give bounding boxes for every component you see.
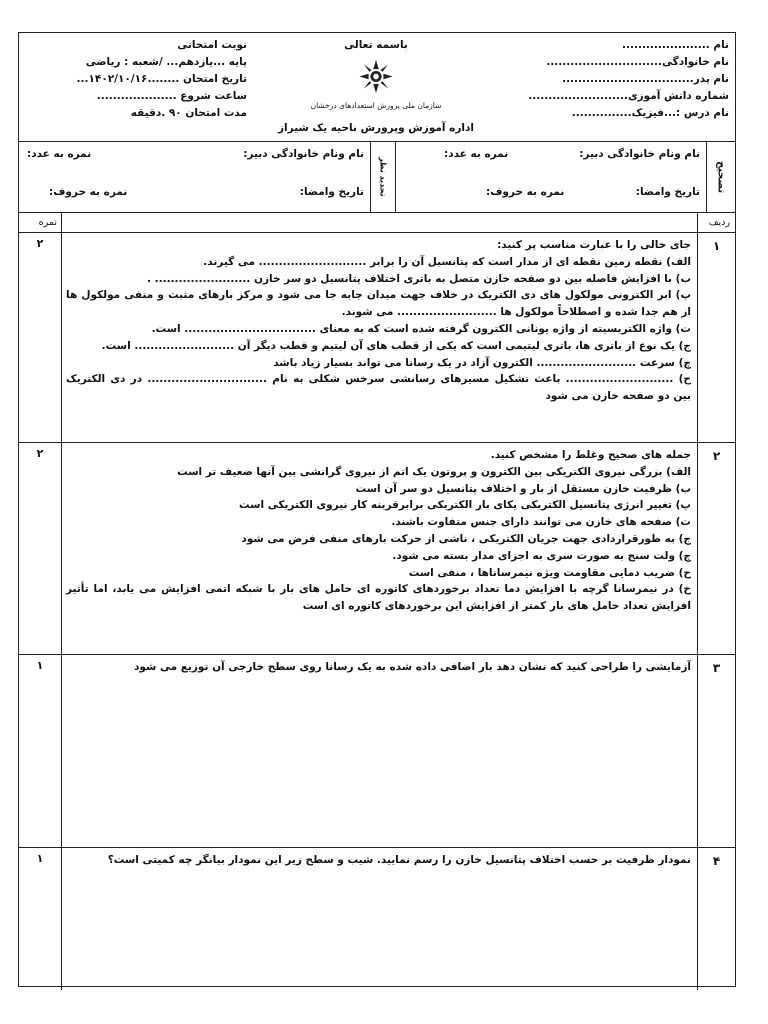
question-number: ۳: [697, 655, 735, 847]
grading-section: [19, 142, 735, 213]
start-time: ساعت شروع ....................: [96, 90, 247, 102]
student-number: شماره دانش آموزی.........................: [528, 90, 729, 102]
score-digits-label: نمره به عدد:: [444, 148, 509, 160]
question-line: پ) ابر الکترونی مولکول های دی الکتریک در خلاف جهت میدان جابه جا می شود و مرکز بارهای مثبت و منفی مولکول ها از هم جدا شده و اصطلاحاً مولکول ها ......................... می شوند.: [66, 289, 691, 319]
question-score: ۲: [36, 447, 44, 460]
question-number: ۲: [697, 443, 735, 654]
score-digits-label-2: نمره به عدد:: [27, 148, 92, 160]
question-text: [61, 848, 697, 990]
header-title: باسمه تعالی: [344, 39, 408, 51]
question-line: ت) واژه الکتریسیته از واژه یونانی الکترون گرفته شده است که به معنای ................................. است.: [151, 322, 691, 335]
father-name: نام پدر.................................: [562, 73, 729, 85]
score-words-label: نمره به حروف:: [486, 186, 565, 198]
second-grader-box: [19, 142, 370, 212]
exam-date: تاریخ امتحان ........۱۴۰۲/۱۰/۱۶...: [76, 73, 247, 85]
question-line: ت) صفحه های خازن می توانند دارای جنس متفاوت باشند.: [391, 516, 691, 529]
student-info: [485, 33, 735, 141]
review-label: تجدید نظر: [378, 157, 388, 197]
row-column-label: ردیف: [697, 213, 735, 232]
correction-label: تصحیح: [715, 160, 727, 194]
question-line: پ) تغییر انرژی پتانسیل الکتریکی یکای بار الکتریکی برابرقرینه کار نیروی الکتریکی است: [239, 499, 691, 512]
exam-duration: مدت امتحان ۹۰ .دقیقه: [130, 107, 247, 119]
course-name: نام درس :...فیزیک...............: [571, 107, 729, 119]
teacher-name-label-2: نام ونام خانوادگی دبیر:: [243, 148, 364, 160]
question-line: ج) به طورقراردادی جهت جریان الکتریکی ، ناشی از حرکت بارهای منفی فرض می شود: [241, 532, 691, 545]
score-column-label: نمره: [38, 217, 57, 228]
question-column-header: [61, 213, 697, 232]
question-line: ج) یک نوع از باتری ها، باتری لیتیمی است که یکی از قطب های آن لیتیم و قطب دیگر آن ......................... است.: [101, 339, 691, 352]
question-line: ح) ........................... باعث تشکیل مسیرهای رسانشی سرخس شکلی به نام .............................. در دی الکتریک بین دو صفحه خازن می شود: [66, 373, 691, 403]
question-line: چ) ولت سنج به صورت سری به اجزای مدار بسته می شود.: [392, 549, 691, 562]
organization-logo-icon: [356, 58, 396, 95]
question-line: چ) سرعت ......................... الکترون آزاد در یک رسانا می تواند بسیار زیاد باشد: [273, 356, 691, 369]
column-header: [19, 213, 735, 233]
question-text: [61, 443, 697, 654]
student-first-name: نام ......................: [622, 39, 729, 51]
organization-name: اداره آموزش وپرورش ناحیه یک شیراز: [278, 122, 474, 134]
question-line: ب) ظرفیت خازن مستقل از بار و اختلاف پتانسیل دو سر آن است: [355, 482, 691, 495]
student-last-name: نام خانوادگی.............................: [546, 56, 729, 68]
question-score: ۱: [36, 659, 44, 672]
grade-branch: پایه ...یازدهم... /شعبه : ریاضی: [85, 56, 247, 68]
question-line: الف) بزرگی نیروی الکتریکی بین الکترون و پروتون یک اتم از نیروی گرانشی بین آنها ضعیف تر است: [177, 465, 691, 478]
exam-sheet: [18, 32, 736, 987]
logo-caption: سازمان ملی پرورش استعدادهای درخشان: [310, 101, 442, 110]
question-line: ح) ضریب دمایی مقاومت ویژه نیمرساناها ، منفی است: [408, 566, 691, 579]
question-line: ب) با افزایش فاصله بین دو صفحه خازن متصل به باتری اختلاف پتانسیل دو سر خازن ........................ .: [146, 272, 691, 285]
exam-info: [19, 33, 267, 141]
question-text: [61, 655, 697, 847]
question-line: جمله های صحیح وغلط را مشخص کنید.: [490, 449, 691, 461]
exam-header: [19, 33, 735, 142]
question-row-4: [19, 848, 735, 990]
question-row-2: [19, 443, 735, 655]
question-number: ۴: [697, 848, 735, 990]
question-line: آزمایشی را طراحی کنید که نشان دهد بار اضافی داده شده به یک رسانا روی سطح خارجی آن توزیع می شود: [134, 661, 691, 673]
question-row-3: [19, 655, 735, 848]
question-line: الف) نقطه زمین نقطه ای از مدار است که پتانسیل آن را برابر ........................... می گیرند.: [203, 255, 691, 268]
question-number: ۱: [697, 233, 735, 442]
exam-session: نوبت امتحانی: [177, 39, 247, 51]
question-row-1: [19, 233, 735, 443]
question-line: خ) در نیمرسانا گرچه با افزایش دما تعداد برخوردهای کاتوره ای حامل های بار با شبکه اتمی افزایش می یابد، اما تأثیر افزایش تعداد حامل های بار کمتر از افزایش این برخوردهای کاتوره ای است: [66, 583, 691, 613]
date-sign-label-2: تاریخ وامضا:: [299, 186, 364, 198]
first-grader-box: [395, 142, 706, 212]
question-line: جای خالی را با عبارت مناسب پر کنید:: [497, 239, 691, 251]
header-center: [267, 33, 485, 141]
question-score: ۲: [36, 237, 44, 250]
teacher-name-label: نام ونام خانوادگی دبیر:: [579, 148, 700, 160]
review-label-cell: [370, 142, 395, 212]
date-sign-label: تاریخ وامضا:: [635, 186, 700, 198]
question-text: [61, 233, 697, 442]
correction-label-cell: [706, 142, 735, 212]
question-line: نمودار ظرفیت بر حسب اختلاف پتانسیل خازن را رسم نمایید. شیب و سطح زیر این نمودار بیانگر چه کمیتی است؟: [107, 854, 691, 866]
score-words-label-2: نمره به حروف:: [49, 186, 128, 198]
question-score: ۱: [36, 852, 44, 865]
